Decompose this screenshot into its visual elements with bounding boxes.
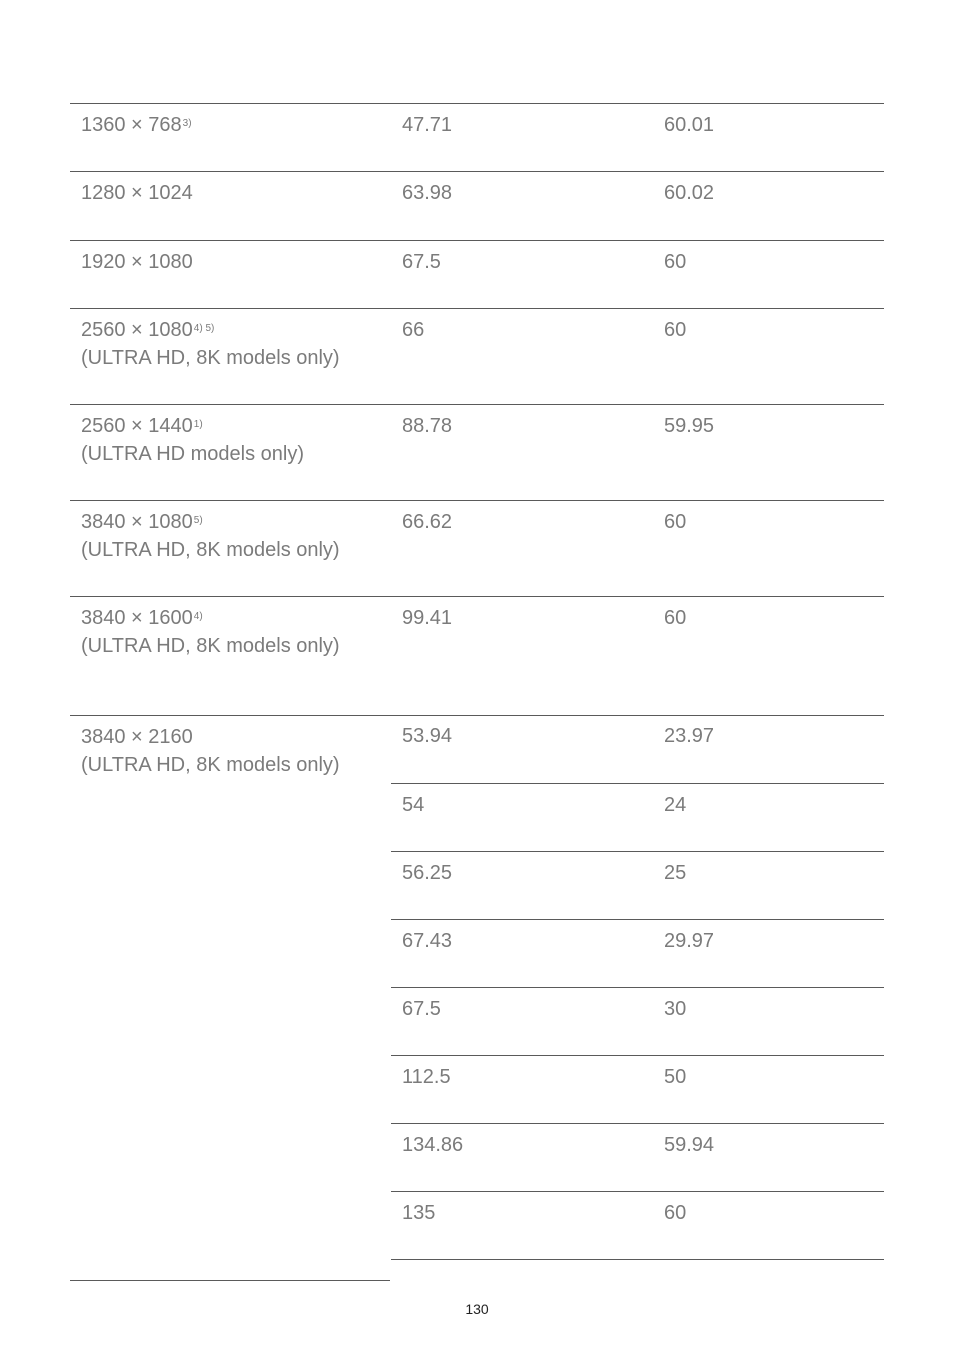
table-row bbox=[70, 240, 884, 308]
horizontal-frequency-cell: 135 bbox=[402, 1202, 436, 1224]
horizontal-frequency-cell: 56.25 bbox=[402, 862, 453, 884]
resolution-cell: $2560 \times 1440^{1)}$ (ULTRA HD models only) bbox=[81, 415, 305, 465]
table-row bbox=[391, 851, 884, 919]
table-row bbox=[391, 987, 884, 1055]
horizontal-frequency-cell: 47.71 bbox=[402, 114, 453, 136]
horizontal-frequency-cell: 112.5 bbox=[402, 1066, 451, 1088]
table-row bbox=[70, 171, 884, 240]
vertical-frequency-cell: 30 bbox=[664, 998, 687, 1020]
horizontal-frequency-cell: 67.5 bbox=[402, 998, 441, 1020]
resolution-cell: $2560 \times 1080^{4) 5)}$ (ULTRA HD, 8K models only) bbox=[81, 319, 340, 369]
resolution-cell: $1360 \times 768^{3)}$ bbox=[81, 114, 192, 136]
horizontal-frequency-cell: 99.41 bbox=[402, 607, 453, 629]
horizontal-frequency-cell: 134.86 bbox=[402, 1134, 464, 1156]
horizontal-frequency-cell: 63.98 bbox=[402, 182, 453, 204]
page-number: 130 bbox=[465, 1301, 489, 1317]
table-row bbox=[70, 404, 884, 500]
model-note: (ULTRA HD, 8K models only) bbox=[81, 754, 340, 776]
resolution-cell: $3840 \times 1080^{5)}$ (ULTRA HD, 8K models only) bbox=[81, 511, 340, 561]
table-row bbox=[391, 919, 884, 987]
table-row bbox=[70, 103, 884, 171]
table-row bbox=[391, 1055, 884, 1123]
vertical-frequency-cell: 50 bbox=[664, 1066, 687, 1088]
table-row bbox=[391, 1191, 884, 1259]
table-row bbox=[70, 596, 884, 715]
vertical-frequency-cell: 25 bbox=[664, 862, 687, 884]
resolution-cell: 1920 × 1080 bbox=[81, 251, 193, 273]
vertical-frequency-cell: 60.01 bbox=[664, 114, 715, 136]
model-note: (ULTRA HD models only) bbox=[81, 443, 305, 465]
vertical-frequency-cell: 60 bbox=[664, 511, 687, 533]
vertical-frequency-cell: 60 bbox=[664, 319, 687, 341]
model-note: (ULTRA HD, 8K models only) bbox=[81, 635, 340, 657]
frequency-subrows bbox=[391, 715, 884, 1260]
table-divider bbox=[391, 1259, 884, 1260]
horizontal-frequency-cell: 66.62 bbox=[402, 511, 453, 533]
table-row-group bbox=[70, 715, 884, 1281]
model-note: (ULTRA HD, 8K models only) bbox=[81, 539, 340, 561]
vertical-frequency-cell: 59.94 bbox=[664, 1134, 715, 1156]
vertical-frequency-cell: 60 bbox=[664, 1202, 687, 1224]
table-row bbox=[391, 783, 884, 851]
table-divider bbox=[70, 1280, 390, 1281]
horizontal-frequency-cell: 53.94 bbox=[402, 725, 453, 747]
vertical-frequency-cell: 60 bbox=[664, 251, 687, 273]
vertical-frequency-cell: 60.02 bbox=[664, 182, 715, 204]
table-row bbox=[391, 715, 884, 783]
vertical-frequency-cell: 29.97 bbox=[664, 930, 715, 952]
table-row bbox=[70, 308, 884, 404]
horizontal-frequency-cell: 88.78 bbox=[402, 415, 453, 437]
resolution-table bbox=[70, 103, 884, 1281]
vertical-frequency-cell: 60 bbox=[664, 607, 687, 629]
model-note: (ULTRA HD, 8K models only) bbox=[81, 347, 340, 369]
table-row bbox=[391, 1123, 884, 1191]
vertical-frequency-cell: 24 bbox=[664, 794, 687, 816]
resolution-cell: 3840 × 2160 (ULTRA HD, 8K models only) bbox=[81, 726, 340, 776]
resolution-cell: 1280 × 1024 bbox=[81, 182, 193, 204]
vertical-frequency-cell: 23.97 bbox=[664, 725, 715, 747]
resolution-cell: $3840 \times 1600^{4)}$ (ULTRA HD, 8K models only) bbox=[81, 607, 340, 657]
horizontal-frequency-cell: 67.5 bbox=[402, 251, 441, 273]
horizontal-frequency-cell: 66 bbox=[402, 319, 425, 341]
horizontal-frequency-cell: 54 bbox=[402, 794, 425, 816]
table-row bbox=[70, 500, 884, 596]
vertical-frequency-cell: 59.95 bbox=[664, 415, 715, 437]
horizontal-frequency-cell: 67.43 bbox=[402, 930, 453, 952]
